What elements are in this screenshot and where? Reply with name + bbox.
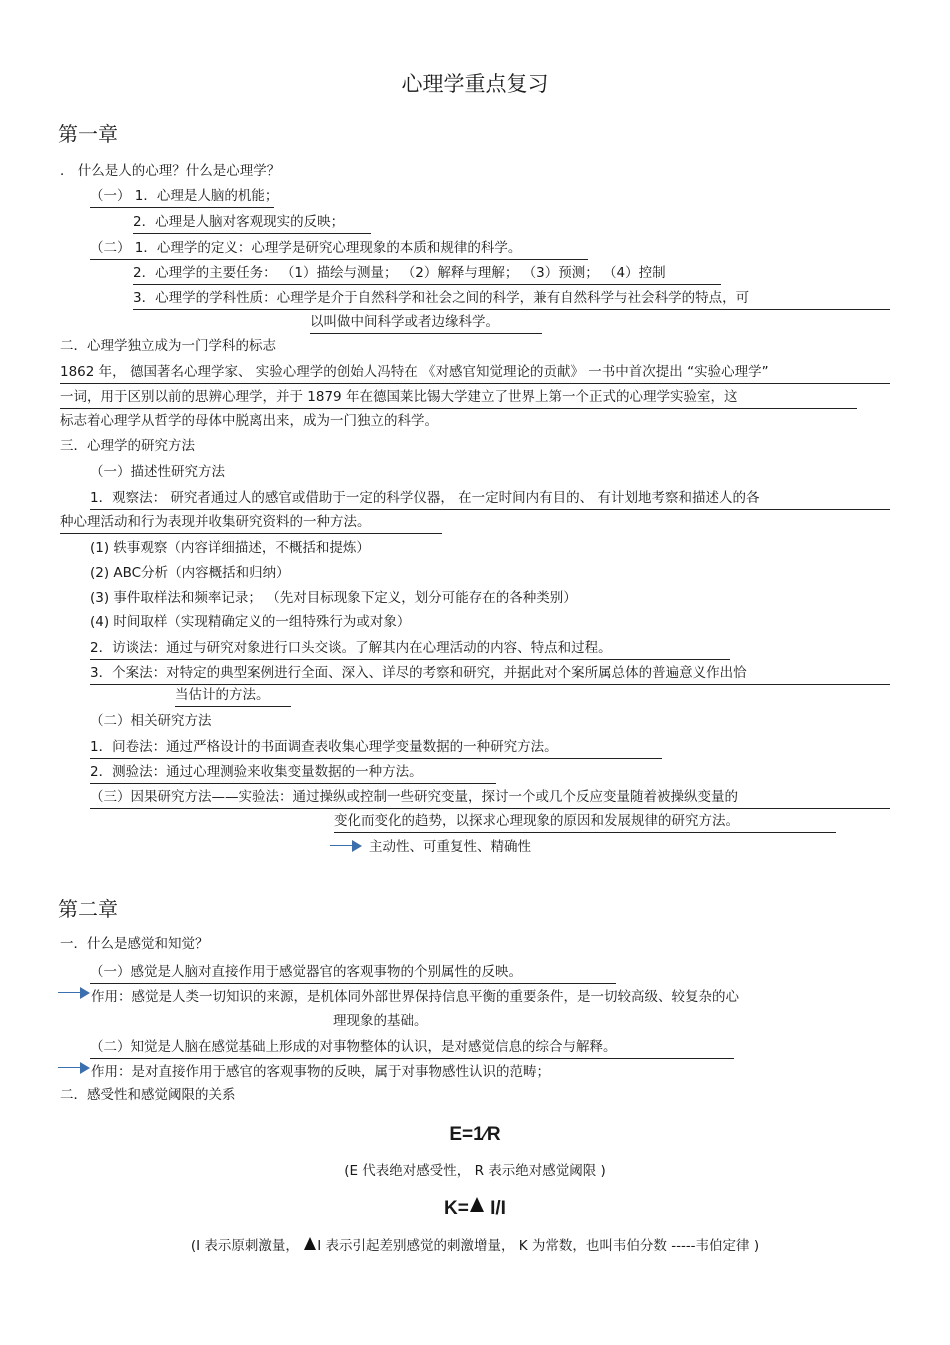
ch1-p1b: 2．心理是人脑对客观现实的反映； (133, 212, 371, 234)
page-title: 心理学重点复习 (401, 72, 549, 96)
delta-icon (470, 1197, 484, 1212)
ch1-observation-line1: 1．观察法： 研究者通过人的感官或借助于一定的科学仪器， 在一定时间内有目的、 有计划地考察和描述人的各 (90, 488, 890, 510)
ch1-q3: 三．心理学的研究方法 (60, 438, 195, 454)
ch1-test: 2．测验法：通过心理测验来收集变量数据的一种方法。 (90, 762, 496, 784)
ch2-perception-function: 作用：是对直接作用于感官的客观事物的反映，属于对事物感性认识的范畴； (91, 1064, 550, 1080)
ch2-q1: 一．什么是感觉和知觉？ (60, 936, 209, 952)
ch1-obs-item-4: (4) 时间取样（实现精确定义的一组特殊行为或对象） (90, 614, 411, 630)
ch1-experiment-traits: 主动性、可重复性、精确性 (369, 839, 531, 855)
arrow-right-icon (330, 839, 362, 853)
ch1-p2a: （二） 1．心理学的定义：心理学是研究心理现象的本质和规律的科学。 (90, 238, 588, 260)
ch2-sensation-function-line2: 理现象的基础。 (333, 1013, 428, 1029)
formula-absolute-sensitivity: E=1⁄R (449, 1124, 501, 1145)
ch1-case-line1: 3．个案法：对特定的典型案例进行全面、深入、详尽的考察和研究，并据此对个案所属总体的普遍意义作出恰 (90, 663, 890, 685)
ch1-method-1: （一）描述性研究方法 (90, 464, 225, 480)
ch2-perception: （二）知觉是人脑在感觉基础上形成的对事物整体的认识，是对感觉信息的综合与解释。 (90, 1037, 734, 1059)
delta-icon (304, 1237, 316, 1250)
ch1-observation-line2: 种心理活动和行为表现并收集研究资料的一种方法。 (60, 512, 442, 534)
ch1-obs-item-1: (1) 轶事观察（内容详细描述，不概括和提炼） (90, 540, 370, 556)
ch1-method-2: （二）相关研究方法 (90, 713, 212, 729)
formula-2-right: I/I (484, 1198, 506, 1219)
arrow-right-icon (58, 1061, 90, 1075)
ch1-case-line2: 当估计的方法。 (175, 685, 291, 707)
ch2-q2: 二．感受性和感觉阈限的关系 (60, 1087, 236, 1103)
ch1-interview: 2．访谈法：通过与研究对象进行口头交谈。了解其内在心理活动的内容、特点和过程。 (90, 638, 730, 660)
formula-2-note-part1: (I 表示原刺激量， (190, 1238, 304, 1254)
formula-weber-law (0, 1197, 950, 1221)
ch1-q1: ． 什么是人的心理？什么是心理学？ (60, 163, 281, 179)
ch1-obs-item-2: (2) ABC分析（内容概括和归纳） (90, 565, 290, 581)
chapter-1-heading: 第一章 (58, 122, 118, 146)
arrow-right-icon (58, 986, 90, 1000)
ch1-obs-item-3: (3) 事件取样法和频率记录； （先对目标现象下定义，划分可能存在的各种类别） (90, 590, 577, 606)
ch1-q2-line2: 一词，用于区别以前的思辨心理学，并于 1879 年在德国莱比锡大学建立了世界上第一个正式的心理学实验室，这 (60, 387, 857, 409)
ch1-q2-line3: 标志着心理学从哲学的母体中脱离出来，成为一门独立的科学。 (60, 413, 438, 429)
ch1-q2: 二．心理学独立成为一门学科的标志 (60, 338, 276, 354)
ch1-p2c-line2: 以叫做中间科学或者边缘科学。 (310, 312, 542, 334)
ch1-p1a: （一） 1．心理是人脑的机能； (90, 186, 274, 208)
ch1-q2-line1: 1862 年， 德国著名心理学家、 实验心理学的创始人冯特在 《对感官知觉理论的贡献》 一书中首次提出 “实验心理学” (60, 362, 890, 384)
ch1-p2c-line1: 3．心理学的学科性质：心理学是介于自然科学和社会之间的科学，兼有自然科学与社会科学的特点，可 (133, 288, 890, 310)
formula-2-left: K= (444, 1198, 469, 1219)
formula-1-note: (E 代表绝对感受性， R 表示绝对感觉阈限 ) (344, 1163, 606, 1179)
formula-2-note (0, 1236, 950, 1256)
ch1-experiment-line1: （三）因果研究方法——实验法：通过操纵或控制一些研究变量，探讨一个或几个反应变量随着被操纵变量的 (90, 787, 890, 809)
formula-2-note-part2: I 表示引起差别感觉的刺激增量， K 为常数，也叫韦伯分数 -----韦伯定律 ) (317, 1238, 760, 1254)
ch1-p2b: 2．心理学的主要任务： （1）描绘与测量； （2）解释与理解； （3）预测； （4）控制 (133, 263, 721, 285)
chapter-2-heading: 第二章 (58, 897, 118, 921)
ch2-sensation: （一）感觉是人脑对直接作用于感觉器官的客观事物的个别属性的反映。 (90, 962, 616, 984)
ch2-sensation-function-line1: 作用：感觉是人类一切知识的来源，是机体同外部世界保持信息平衡的重要条件，是一切较高级、较复杂的心 (91, 989, 739, 1005)
ch1-questionnaire: 1．问卷法：通过严格设计的书面调查表收集心理学变量数据的一种研究方法。 (90, 737, 662, 759)
ch1-experiment-line2: 变化而变化的趋势，以探求心理现象的原因和发展规律的研究方法。 (334, 811, 836, 833)
